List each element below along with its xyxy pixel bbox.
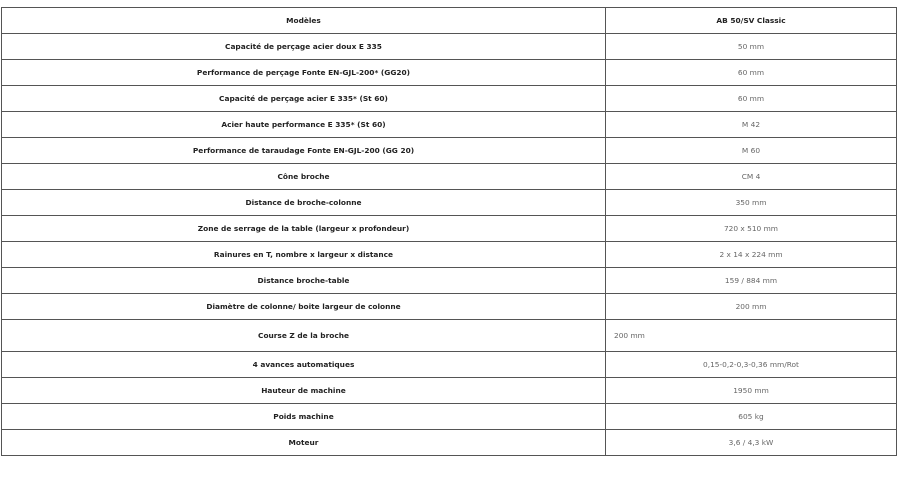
row-value: 605 kg bbox=[606, 404, 897, 430]
row-label: Zone de serrage de la table (largeur x profondeur) bbox=[2, 216, 606, 242]
row-value: 60 mm bbox=[606, 86, 897, 112]
row-value: 50 mm bbox=[606, 34, 897, 60]
table-row bbox=[2, 34, 897, 60]
table-row bbox=[2, 378, 897, 404]
row-label: 4 avances automatiques bbox=[2, 352, 606, 378]
row-label: Hauteur de machine bbox=[2, 378, 606, 404]
row-value: 200 mm bbox=[606, 320, 897, 352]
row-label: Acier haute performance E 335* (St 60) bbox=[2, 112, 606, 138]
row-label: Capacité de perçage acier doux E 335 bbox=[2, 34, 606, 60]
row-value: 159 / 884 mm bbox=[606, 268, 897, 294]
row-value: 720 x 510 mm bbox=[606, 216, 897, 242]
row-value: 60 mm bbox=[606, 60, 897, 86]
table-row bbox=[2, 112, 897, 138]
row-value: M 42 bbox=[606, 112, 897, 138]
row-label: Distance de broche-colonne bbox=[2, 190, 606, 216]
row-label: Cône broche bbox=[2, 164, 606, 190]
table-row bbox=[2, 164, 897, 190]
spec-table bbox=[1, 7, 897, 456]
table-row bbox=[2, 242, 897, 268]
table-row bbox=[2, 320, 897, 352]
table-row bbox=[2, 86, 897, 112]
row-value: 2 x 14 x 224 mm bbox=[606, 242, 897, 268]
row-label: Moteur bbox=[2, 430, 606, 456]
table-row bbox=[2, 294, 897, 320]
row-label: Rainures en T, nombre x largeur x distance bbox=[2, 242, 606, 268]
row-value: 1950 mm bbox=[606, 378, 897, 404]
row-label: Distance broche-table bbox=[2, 268, 606, 294]
row-value: M 60 bbox=[606, 138, 897, 164]
header-model: AB 50/SV Classic bbox=[606, 8, 897, 34]
row-value: 200 mm bbox=[606, 294, 897, 320]
table-row bbox=[2, 352, 897, 378]
row-label: Performance de perçage Fonte EN-GJL-200* (GG20) bbox=[2, 60, 606, 86]
row-label: Poids machine bbox=[2, 404, 606, 430]
row-label: Capacité de perçage acier E 335* (St 60) bbox=[2, 86, 606, 112]
table-row bbox=[2, 404, 897, 430]
row-value: 3,6 / 4,3 kW bbox=[606, 430, 897, 456]
table-row bbox=[2, 60, 897, 86]
table-row bbox=[2, 138, 897, 164]
row-label: Performance de taraudage Fonte EN-GJL-200 (GG 20) bbox=[2, 138, 606, 164]
row-value: 350 mm bbox=[606, 190, 897, 216]
table-header-row bbox=[2, 8, 897, 34]
table-row bbox=[2, 268, 897, 294]
row-label: Diamètre de colonne/ boite largeur de colonne bbox=[2, 294, 606, 320]
row-label: Course Z de la broche bbox=[2, 320, 606, 352]
table-row bbox=[2, 216, 897, 242]
table-row bbox=[2, 430, 897, 456]
table-row bbox=[2, 190, 897, 216]
row-value: 0,15-0,2-0,3-0,36 mm/Rot bbox=[606, 352, 897, 378]
header-label: Modèles bbox=[2, 8, 606, 34]
row-value: CM 4 bbox=[606, 164, 897, 190]
